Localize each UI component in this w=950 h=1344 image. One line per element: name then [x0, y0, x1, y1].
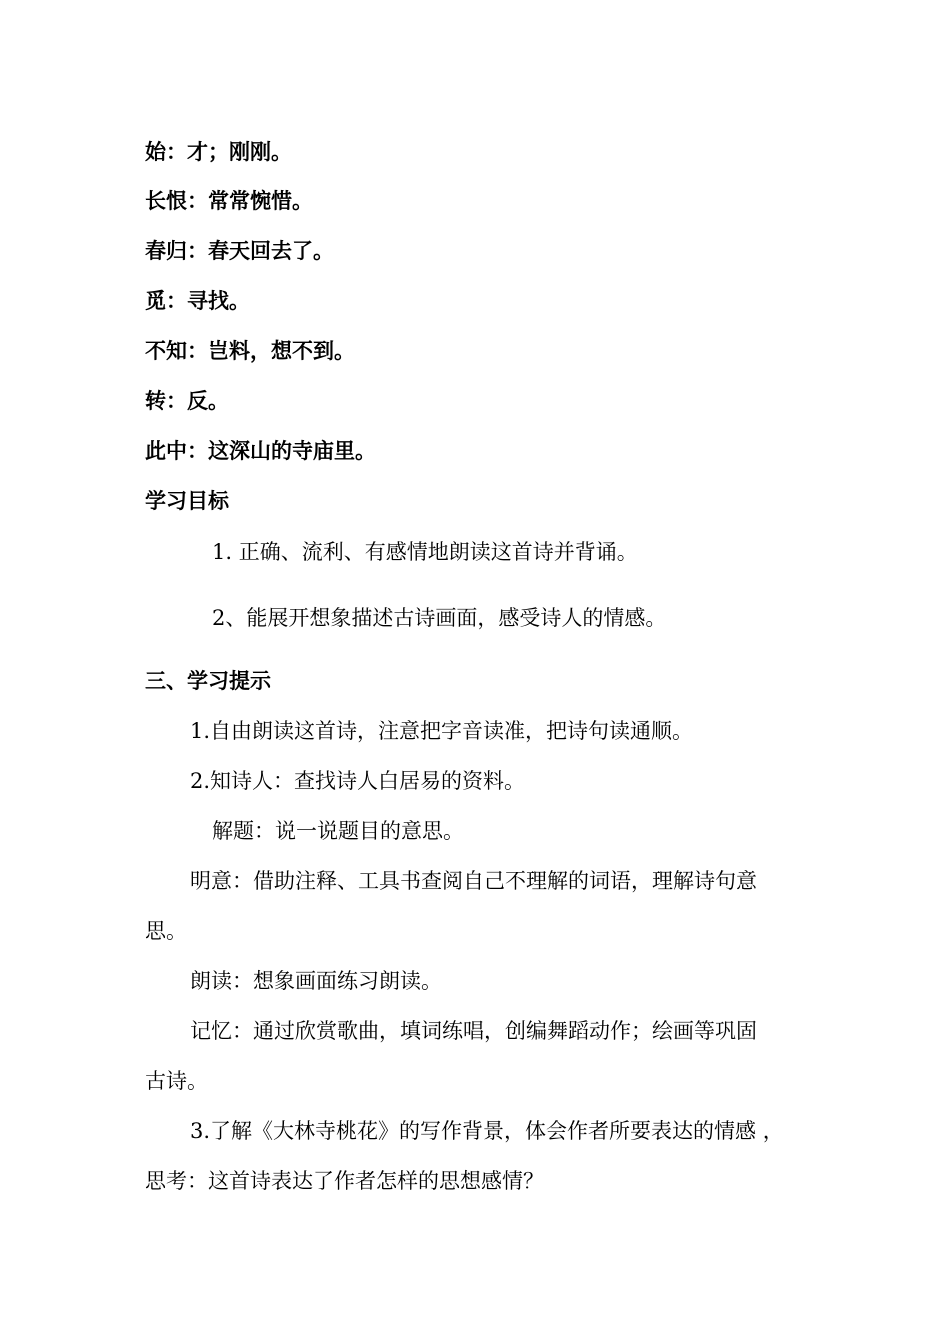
glossary-mi: 觅：寻找。: [145, 289, 250, 313]
tip-item-1: 1.自由朗读这首诗，注意把字音读准，把诗句读通顺。: [190, 719, 694, 743]
glossary-chungui: 春归：春天回去了。: [145, 239, 334, 263]
tip-item-3-line1: 3.了解《大林寺桃花》的写作背景，体会作者所要表达的情感 ，: [190, 1119, 784, 1143]
tip-langdu: 朗读：想象画面练习朗读。: [190, 969, 442, 993]
glossary-changhen: 长恨：常常惋惜。: [145, 189, 313, 213]
glossary-buzhi: 不知：岂料，想不到。: [145, 339, 355, 363]
tip-mingyi-line2: 思。: [145, 919, 187, 943]
tip-jiyi-line2: 古诗。: [145, 1069, 208, 1093]
objective-item-2: 2、能展开想象描述古诗画面，感受诗人的情感。: [212, 606, 667, 630]
tip-item-2: 2.知诗人：查找诗人白居易的资料。: [190, 769, 526, 793]
tips-heading: 三、学习提示: [145, 669, 271, 693]
tip-item-3-line2: 思考：这首诗表达了作者怎样的思想感情？: [145, 1169, 544, 1193]
tip-jieti: 解题：说一说题目的意思。: [212, 819, 464, 843]
glossary-zhuan: 转：反。: [145, 389, 229, 413]
tip-jiyi-line1: 记忆：通过欣赏歌曲，填词练唱，创编舞蹈动作；绘画等巩固: [190, 1019, 757, 1043]
glossary-cizhong: 此中：这深山的寺庙里。: [145, 439, 376, 463]
objectives-heading: 学习目标: [145, 489, 229, 513]
glossary-shi: 始：才；刚刚。: [145, 140, 292, 164]
objective-item-1: 1. 正确、流利、有感情地朗读这首诗并背诵。: [212, 540, 638, 564]
tip-mingyi-line1: 明意：借助注释、工具书查阅自己不理解的词语，理解诗句意: [190, 869, 757, 893]
